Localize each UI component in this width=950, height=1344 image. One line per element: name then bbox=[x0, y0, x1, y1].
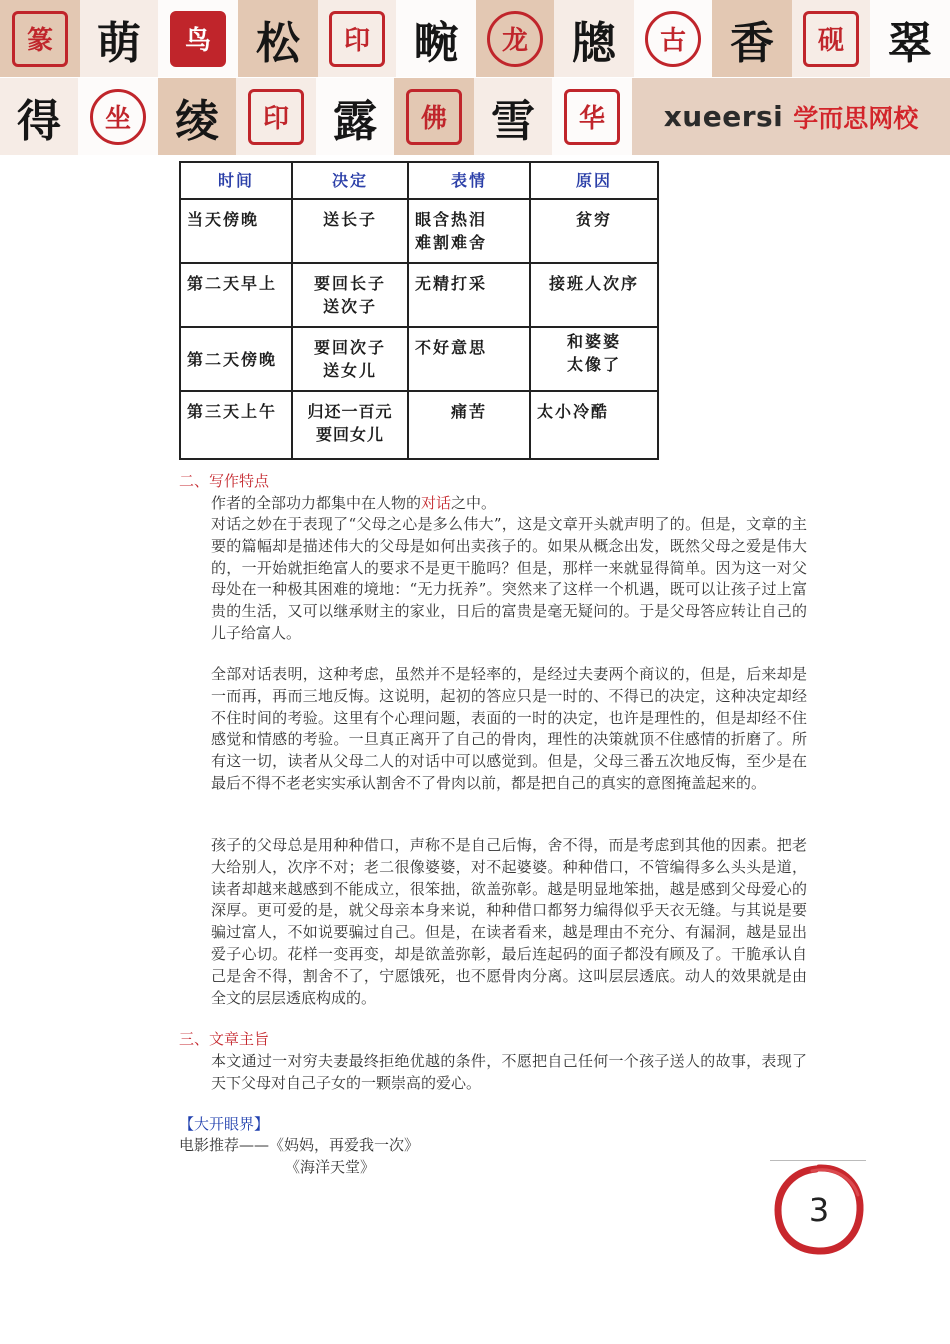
seal-stamp-icon bbox=[329, 11, 385, 67]
table-cell: 送长子 bbox=[292, 199, 408, 263]
table-cell: 归还一百元 要回女儿 bbox=[292, 391, 408, 459]
banner-tile bbox=[474, 78, 552, 155]
calligraphy-glyph: 松 bbox=[256, 17, 300, 69]
seal-stamp-icon bbox=[406, 89, 462, 145]
seal-glyph: 龙 bbox=[501, 26, 528, 56]
seal-glyph: 华 bbox=[578, 104, 605, 134]
banner-tile bbox=[238, 0, 318, 77]
section2-paragraph-3: 孩子的父母总是用种种借口，声称不是自己后悔，舍不得，而是考虑到其他的因素。把老大给别人，次序不对；老二很像婆婆，对不起婆婆。种种借口，不管编得多么头头是道，读者却越来越感到不能成立，很笨拙，欲盖弥彰。越是明显地笨拙，越是感到父母爱心的深厚。更可爱的是，就父母亲本身来说，种种借口都努力编得似乎天衣无缝。与其说是要骗过富人，不如说要骗过自己。但是，在读者看来，越是理由不充分、有漏洞，越是显出爱子心切。花样一变再变，却是欲盖弥彰，最后连起码的面子都没有顾及了。干脆承认自己是舍不得，割舍不了，宁愿饿死，也不愿骨肉分离。这叫层层透底。动人的效果就是由全文的层层透底构成的。 bbox=[211, 836, 807, 1007]
seal-glyph: 印 bbox=[343, 26, 370, 56]
table-cell: 贫穷 bbox=[530, 199, 658, 263]
calligraphy-glyph: 绫 bbox=[175, 95, 219, 147]
xueersi-logo[interactable] bbox=[632, 78, 950, 155]
table-header-row bbox=[180, 162, 658, 199]
header-expression: 表情 bbox=[408, 162, 530, 199]
table-row bbox=[180, 199, 658, 263]
banner-tile bbox=[0, 0, 80, 77]
seal-glyph: 鸟 bbox=[184, 26, 211, 56]
seal-stamp-icon bbox=[487, 11, 543, 67]
seal-stamp-icon bbox=[12, 11, 68, 67]
banner-tile bbox=[394, 78, 474, 155]
calligraphy-glyph: 香 bbox=[730, 17, 774, 69]
banner-tile bbox=[554, 0, 634, 77]
table-cell: 眼含热泪 难割难舍 bbox=[408, 199, 530, 263]
table-row bbox=[180, 391, 658, 459]
section-heading-writing: 二、写作特点 bbox=[179, 472, 270, 490]
seal-glyph: 古 bbox=[659, 26, 686, 56]
table-row bbox=[180, 327, 658, 391]
table-cell: 要回长子 送次子 bbox=[292, 263, 408, 327]
banner-tile bbox=[158, 78, 236, 155]
logo-english: xueersi bbox=[663, 100, 784, 133]
calligraphy-glyph: 牕 bbox=[572, 17, 616, 69]
table-cell: 接班人次序 bbox=[530, 263, 658, 327]
table-cell: 不好意思 bbox=[408, 327, 530, 391]
logo-chinese: 学而思网校 bbox=[793, 103, 919, 133]
header-banner bbox=[0, 0, 950, 155]
header-reason: 原因 bbox=[530, 162, 658, 199]
banner-tile bbox=[236, 78, 316, 155]
banner-tile bbox=[80, 0, 158, 77]
banner-tile bbox=[870, 0, 950, 77]
table-row bbox=[180, 263, 658, 327]
banner-tile bbox=[476, 0, 554, 77]
seal-glyph: 佛 bbox=[420, 104, 447, 134]
intro-text-end: 之中。 bbox=[451, 494, 497, 512]
header-time: 时间 bbox=[180, 162, 292, 199]
banner-tile bbox=[0, 78, 78, 155]
banner-row-1 bbox=[0, 0, 950, 77]
intro-highlight: 对话 bbox=[421, 494, 452, 512]
calligraphy-glyph: 萌 bbox=[97, 17, 141, 69]
table-cell: 当天傍晚 bbox=[180, 199, 292, 263]
table-cell: 太小冷酷 bbox=[530, 391, 658, 459]
seal-glyph: 砚 bbox=[817, 26, 844, 56]
table-cell: 无精打采 bbox=[408, 263, 530, 327]
table-cell: 要回次子 送女儿 bbox=[292, 327, 408, 391]
table-cell: 和婆婆 太像了 bbox=[530, 327, 658, 391]
seal-stamp-icon bbox=[803, 11, 859, 67]
banner-tile bbox=[552, 78, 632, 155]
seal-stamp-icon bbox=[564, 89, 620, 145]
calligraphy-glyph: 翠 bbox=[888, 17, 932, 69]
table-cell: 第二天早上 bbox=[180, 263, 292, 327]
seal-stamp-icon bbox=[645, 11, 701, 67]
table-cell: 第三天上午 bbox=[180, 391, 292, 459]
section2-paragraph-2: 全部对话表明，这种考虑，虽然并不是轻率的，是经过夫妻两个商议的，但是，后来却是一而再，再而三地反悔。这说明，起初的答应只是一时的、不得已的决定，这种决定却经不住时间的考验。这里有个心理问题，表面的一时的决定，也许是理性的，但是却经不住感觉和情感的考验。一旦真正离开了自己的骨肉，理性的决策就顶不住感情的折磨了。所有这一切，读者从父母二人的对话中可以感觉到。但是，父母三番五次地反悔，至少是在最后不得不老老实实承认割舍不了骨肉以前，都是把自己的真实的意图掩盖起来的。 bbox=[211, 665, 807, 792]
intro-text: 作者的全部功力都集中在人物的 bbox=[211, 494, 422, 512]
calligraphy-glyph: 雪 bbox=[491, 95, 535, 147]
decision-table bbox=[179, 161, 659, 460]
banner-tile bbox=[78, 78, 158, 155]
seal-stamp-icon bbox=[90, 89, 146, 145]
banner-tile bbox=[634, 0, 712, 77]
banner-tile bbox=[712, 0, 792, 77]
banner-tile bbox=[792, 0, 870, 77]
page-divider bbox=[770, 1160, 866, 1161]
banner-tile bbox=[316, 78, 394, 155]
section2-paragraph-1: 对话之妙在于表现了“父母之心是多么伟大”，这是文章开头就声明了的。但是，文章的主要的篇幅却是描述伟大的父母是如何出卖孩子的。如果从概念出发，既然父母之爱是伟大的，一开始就拒绝富人的要求不是更干脆吗？但是，那样一来就显得简单。因为这一对父母处在一种极其困难的境地：“无力抚养”。突然来了这样一个机遇，既可以让孩子过上富贵的生活，又可以继承财主的家业，日后的富贵是毫无疑问的。于是父母答应转让自己的儿子给富人。 bbox=[211, 515, 807, 642]
extra-heading: 【大开眼界】 bbox=[179, 1115, 270, 1133]
page-number: 3 bbox=[808, 1191, 830, 1229]
banner-tile bbox=[396, 0, 476, 77]
seal-glyph: 坐 bbox=[104, 104, 131, 134]
table-cell: 痛苦 bbox=[408, 391, 530, 459]
section2-intro bbox=[211, 493, 807, 515]
banner-row-2 bbox=[0, 78, 950, 155]
header-decision: 决定 bbox=[292, 162, 408, 199]
calligraphy-glyph: 露 bbox=[333, 95, 377, 147]
banner-tile bbox=[318, 0, 396, 77]
banner-tile bbox=[158, 0, 238, 77]
calligraphy-glyph: 得 bbox=[17, 95, 61, 147]
table-cell: 第二天傍晚 bbox=[180, 327, 292, 391]
section3-paragraph: 本文通过一对穷夫妻最终拒绝优越的条件，不愿把自己任何一个孩子送人的故事，表现了天下父母对自己子女的一颗崇高的爱心。 bbox=[211, 1052, 807, 1092]
calligraphy-glyph: 畹 bbox=[414, 17, 458, 69]
movie-recommendation-2: 《海洋天堂》 bbox=[285, 1158, 376, 1176]
section-heading-theme: 三、文章主旨 bbox=[179, 1030, 270, 1048]
movie-recommendation: 电影推荐——《妈妈，再爱我一次》 bbox=[179, 1136, 420, 1154]
seal-glyph: 篆 bbox=[26, 26, 53, 56]
seal-glyph: 印 bbox=[262, 104, 289, 134]
seal-stamp-icon bbox=[248, 89, 304, 145]
seal-stamp-icon bbox=[170, 11, 226, 67]
